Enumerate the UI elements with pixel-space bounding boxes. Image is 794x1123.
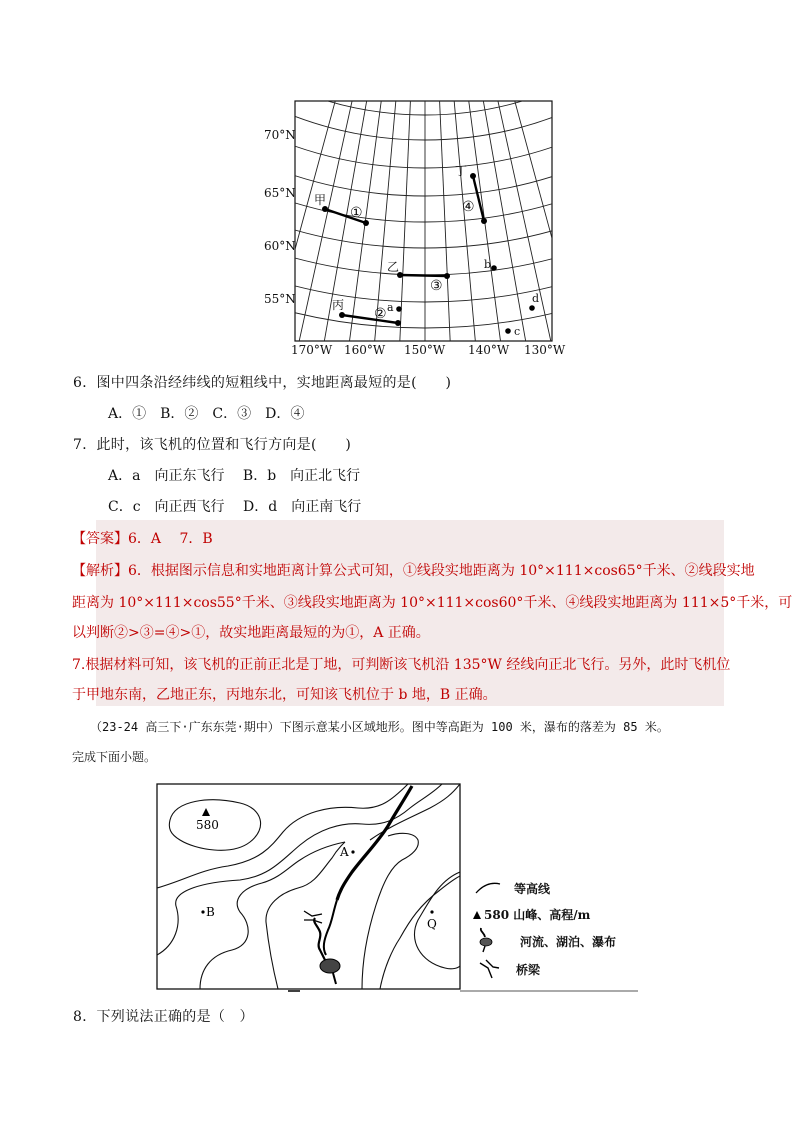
lat-label: 55°N	[264, 292, 296, 306]
q7-options-row1: A．a 向正东飞行 B．b 向正北飞行	[108, 468, 361, 484]
legend	[473, 881, 616, 978]
peak-elevation: 580	[196, 818, 219, 832]
answer-text: 6．A 7．B	[128, 531, 213, 547]
contour-map-svg	[150, 778, 644, 998]
place-label: 丁	[455, 164, 468, 178]
point-label: d	[532, 292, 540, 305]
lon-label: 130°W	[524, 343, 566, 357]
segment-label: ③	[430, 278, 443, 294]
legend-label: 580 山峰、高程/m	[484, 908, 591, 922]
lon-label: 170°W	[291, 343, 333, 357]
segment-label: ②	[374, 306, 387, 322]
place-label: 甲	[314, 193, 327, 207]
analysis-line-2: 距离为 10°×111×cos55°千米、③线段实地距离为 10°×111×cos60°千米、④线段实地距离为 111×5°千米，可	[72, 595, 793, 611]
analysis-text: 6．根据图示信息和实地距离计算公式可知，①线段实地距离为 10°×111×cos65°千米、②线段实地	[128, 563, 755, 579]
analysis-line-1	[72, 560, 755, 580]
lat-label: 70°N	[264, 128, 296, 142]
analysis-line-4: 7.根据材料可知，该飞机的正前正北是丁地，可判断该飞机沿 135°W 经线向正北飞行。另外，此时飞机位	[72, 657, 731, 673]
lat-label: 65°N	[264, 186, 296, 200]
legend-label: 等高线	[514, 882, 551, 896]
segment-label: ④	[462, 199, 475, 215]
point-label: c	[514, 325, 521, 338]
contour-map	[150, 778, 644, 998]
answer-line	[72, 528, 213, 548]
q7-stem: 7．此时，该飞机的位置和飞行方向是( )	[73, 437, 352, 453]
legend-label: 河流、湖泊、瀑布	[520, 935, 617, 949]
lon-label: 150°W	[404, 343, 446, 357]
point-a-label: A	[340, 845, 349, 859]
answer-tag: 【答案】	[72, 531, 128, 547]
analysis-line-3: 以判断②>③=④>①，故实地距离最短的为①，A 正确。	[72, 625, 430, 641]
point-q-label: Q	[427, 917, 437, 931]
point-label: b	[484, 258, 492, 271]
analysis-tag: 【解析】	[72, 563, 128, 579]
q6-stem: 6．图中四条沿经纬线的短粗线中，实地距离最短的是( )	[73, 375, 452, 391]
lon-label: 140°W	[468, 343, 510, 357]
point-label: a	[387, 301, 394, 314]
intro-line-1: （23-24 高三下·广东东莞·期中）下图示意某小区域地形。图中等高距为 100 米，瀑布的落差为 85 米。	[90, 720, 669, 734]
segment-label: ①	[350, 205, 363, 221]
q6-options: A．① B．② C．③ D．④	[108, 406, 305, 422]
point-b-label: B	[206, 905, 215, 919]
q7-options-row2: C．c 向正西飞行 D．d 向正南飞行	[108, 499, 362, 515]
analysis-line-5: 于甲地东南，乙地正东，丙地东北，可知该飞机位于 b 地，B 正确。	[72, 687, 497, 703]
place-label: 乙	[387, 260, 400, 274]
graticule-map-svg	[264, 98, 576, 360]
intro-line-2: 完成下面小题。	[72, 750, 157, 764]
graticule-map	[264, 98, 576, 360]
place-label: 丙	[332, 298, 345, 312]
legend-label: 桥梁	[516, 963, 541, 977]
q8-stem: 8．下列说法正确的是（ ）	[73, 1009, 254, 1025]
lon-label: 160°W	[344, 343, 386, 357]
lat-label: 60°N	[264, 239, 296, 253]
